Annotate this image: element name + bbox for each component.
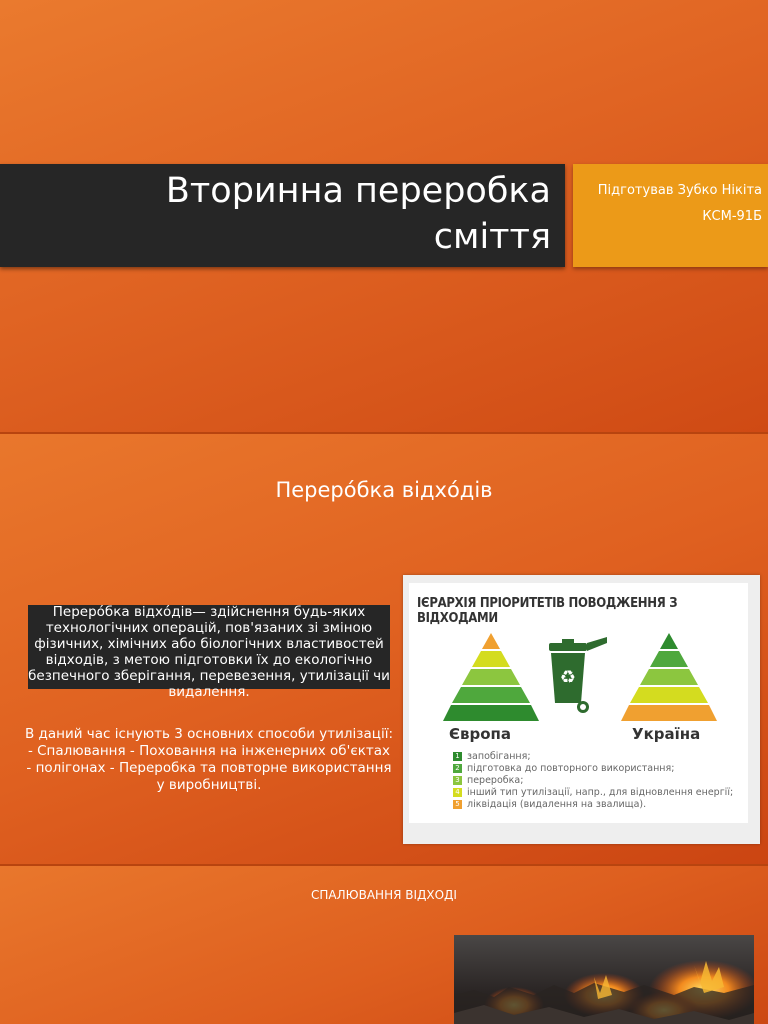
infographic-title: ІЄРАРХІЯ ПРІОРИТЕТІВ ПОВОДЖЕННЯ З ВІДХОДАМИ [417, 596, 678, 626]
legend-item [453, 762, 733, 774]
incineration-slide [0, 866, 768, 1024]
title-band [0, 164, 565, 267]
europe-level-3 [462, 669, 520, 685]
legend-swatch: 2 [453, 764, 462, 773]
title-line-1: Вторинна переробка [165, 171, 551, 211]
svg-text:♻: ♻ [559, 667, 577, 688]
burning-waste-photo [454, 935, 754, 1024]
title-line-2: сміття [433, 217, 551, 257]
europe-level-1 [443, 705, 539, 721]
legend-item [453, 750, 733, 762]
europe-level-2 [452, 687, 530, 703]
europe-pyramid [443, 633, 539, 721]
legend-swatch: 3 [453, 776, 462, 785]
legend-text: ліквідація (видалення на звалища). [467, 798, 647, 810]
legend-item [453, 798, 733, 810]
ukraine-level-3 [640, 669, 698, 685]
legend-text: запобігання; [467, 750, 531, 762]
slide-title: Переро́бка відхо́дів [275, 478, 493, 502]
definition-text: Переро́бка відхо́дів— здійснення будь-яких технологічних операцій, пов'язаних зі зміною фізичних, хімічних або біологічних властивостей відходів, з метою підготовки їх до екологічно безпечного зберігання, перевезення, утилізації чи видалення. [28, 604, 390, 700]
recycle-bin-icon [547, 637, 609, 719]
infographic-panel [409, 583, 748, 823]
ukraine-pyramid [621, 633, 717, 721]
author-name: Підготував Зубко Нікіта [597, 183, 762, 198]
author-group: КСМ-91Б [702, 209, 762, 224]
recycling-slide [0, 434, 768, 864]
title-slide [0, 0, 768, 432]
legend-swatch: 4 [453, 788, 462, 797]
methods-text: В даний час існують 3 основних способи утилізації: - Спалювання - Поховання на інженерних об'єктах - полігонах - Переробка та повторне використання у виробництві. [24, 726, 393, 793]
hierarchy-legend [453, 750, 733, 810]
ukraine-label: Україна [632, 725, 701, 743]
presentation-title [11, 164, 551, 260]
legend-text: переробка; [467, 774, 524, 786]
europe-level-5 [482, 633, 500, 649]
legend-text: підготовка до повторного використання; [467, 762, 675, 774]
waste-hierarchy-infographic [403, 575, 760, 844]
slide-title: СПАЛЮВАННЯ ВІДХОДІ [311, 888, 457, 902]
legend-item [453, 786, 733, 798]
ukraine-level-2 [650, 651, 688, 667]
ukraine-level-1 [660, 633, 678, 649]
author-box [573, 164, 768, 267]
legend-item [453, 774, 733, 786]
legend-text: інший тип утилізації, напр., для відновлення енергії; [467, 786, 734, 798]
legend-swatch: 1 [453, 752, 462, 761]
legend-swatch: 5 [453, 800, 462, 809]
europe-level-4 [472, 651, 510, 667]
europe-label: Європа [449, 725, 512, 743]
ukraine-level-4 [630, 687, 708, 703]
ukraine-level-5 [621, 705, 717, 721]
